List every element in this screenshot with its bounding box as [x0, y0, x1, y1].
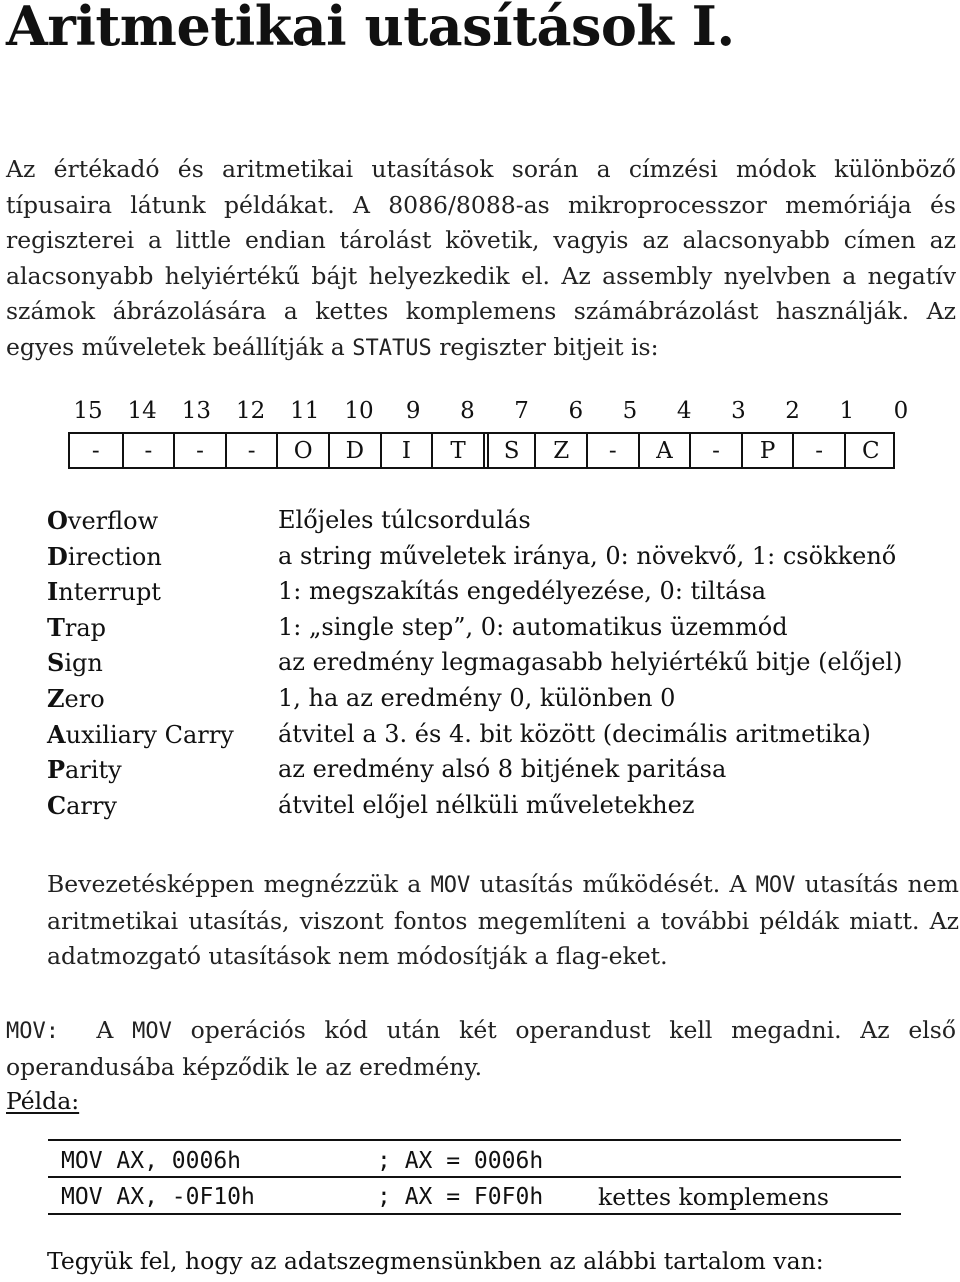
flag-description: a string műveletek iránya, 0: növekvő, 1: csökkenő — [278, 541, 897, 570]
closing-sentence: Tegyük fel, hogy az adatszegmensünkben az alábbi tartalom van: — [47, 1247, 824, 1275]
bit-number: 9 — [405, 398, 421, 424]
mov-definition-text-2: operációs kód után két operandust kell megadni. Az első operandusába képződik le az eredmény. — [6, 1016, 956, 1081]
flag-name — [47, 648, 277, 677]
bit-cell: P — [741, 434, 793, 467]
flag-initial: T — [47, 612, 65, 642]
mov-intro-text-1: Bevezetésképpen megnézzük a — [47, 870, 422, 898]
bit-number: 11 — [290, 398, 320, 424]
flag-name — [47, 613, 277, 642]
flag-description: átvitel előjel nélküli műveletekhez — [278, 790, 695, 819]
bit-cell: - — [173, 434, 225, 467]
table-top-rule — [48, 1139, 901, 1141]
bit-number: 15 — [73, 398, 103, 424]
bit-cell: D — [328, 434, 380, 467]
flag-initial: P — [47, 755, 66, 785]
flag-initial: O — [47, 506, 68, 535]
bit-cell: I — [380, 434, 432, 467]
example-comment: ; AX = 0006h — [377, 1148, 544, 1174]
example-comment: ; AX = F0F0h — [377, 1184, 544, 1210]
flag-initial: I — [47, 577, 59, 607]
mov-definition — [6, 1013, 956, 1085]
bit-cell: C — [844, 434, 896, 467]
example-note: kettes komplemens — [598, 1183, 829, 1211]
flag-initial: Z — [47, 684, 65, 713]
example-code: MOV AX, 0006h — [61, 1148, 242, 1174]
intro-text: Az értékadó és aritmetikai utasítások során a címzési módok különböző típusaira látunk példákat. A 8086/8088-as mikroprocesszor memóriája és regiszterei a little endian tárolást követik, vagyis az alacsonyabb címen az alacsonyabb helyiértékű bájt helyezkedik el. Az assembly nyelvben a negatív számok ábrázolására a kettes komplemens számábrázolást használják. Az egyes műveletek beállítják a — [6, 155, 956, 361]
mov-definition-label: MOV: — [6, 1019, 59, 1044]
bit-cell: - — [586, 434, 638, 467]
flag-name-rest: ero — [64, 685, 105, 713]
flag-name-rest: rap — [64, 613, 107, 642]
intro-paragraph — [6, 152, 956, 366]
flag-name-rest: ign — [64, 649, 103, 678]
bit-number: 4 — [676, 398, 692, 424]
mov-intro-text-2: utasítás működését. A — [479, 870, 747, 898]
flag-name — [47, 755, 277, 784]
flag-name — [47, 791, 277, 820]
flag-initial: S — [47, 648, 65, 678]
table-middle-rule — [48, 1176, 901, 1178]
mov-definition-code: MOV — [132, 1019, 172, 1044]
mov-intro-text-3: utasítás nem aritmetikai utasítás, viszont fontos megemlíteni a további példák miatt. Az adatmozgató utasítások nem módosítják a flag-eket. — [47, 870, 959, 970]
bit-cell: - — [689, 434, 741, 467]
flag-initial: D — [47, 541, 68, 571]
flag-name-rest: arry — [66, 791, 117, 820]
bit-number: 2 — [785, 398, 800, 424]
flag-description: 1, ha az eredmény 0, különben 0 — [278, 684, 676, 712]
example-code: MOV AX, -0F10h — [61, 1184, 255, 1210]
bit-number: 1 — [839, 398, 855, 424]
bit-number: 14 — [127, 398, 157, 424]
bit-number: 12 — [235, 398, 266, 424]
bit-number: 0 — [893, 398, 909, 424]
bit-cell: - — [91, 438, 100, 464]
status-register-table — [68, 432, 895, 469]
page-title: Aritmetikai utasítások I. — [6, 0, 735, 58]
flag-name-rest: nterrupt — [58, 578, 161, 607]
flag-name — [47, 506, 277, 535]
flag-description: az eredmény alsó 8 bitjének paritása — [278, 755, 727, 784]
bit-cell: O — [276, 434, 328, 467]
flag-name — [47, 720, 277, 749]
bit-cell: - — [225, 434, 277, 467]
flag-initial: C — [47, 790, 67, 820]
flag-description: az eredmény legmagasabb helyiértékű bitje (előjel) — [278, 648, 903, 677]
flag-name — [47, 542, 277, 571]
flag-initial: A — [47, 719, 66, 749]
bit-cell: A — [638, 434, 690, 467]
bit-number: 6 — [568, 398, 584, 424]
flag-name-rest: arity — [65, 756, 122, 785]
flag-name-rest: irection — [67, 542, 162, 571]
example-label: Példa: — [6, 1087, 80, 1115]
mov-intro-paragraph — [47, 867, 959, 975]
bit-number: 10 — [344, 398, 374, 424]
mov-definition-text-1: A — [96, 1016, 114, 1044]
bit-number: 3 — [731, 398, 746, 424]
flag-name — [47, 684, 277, 713]
flag-name — [47, 577, 277, 606]
bit-number: 5 — [622, 398, 638, 424]
table-bottom-rule — [48, 1213, 901, 1215]
mov-code-1: MOV — [430, 873, 471, 898]
flag-description: átvitel a 3. és 4. bit között (decimális aritmetika) — [278, 719, 871, 748]
mov-code-2: MOV — [755, 873, 796, 898]
bit-number-row — [68, 398, 909, 432]
status-code: STATUS — [352, 335, 432, 361]
flag-description: 1: megszakítás engedélyezése, 0: tiltása — [278, 577, 767, 606]
bit-cell: Z — [534, 434, 586, 467]
flag-description: Előjeles túlcsordulás — [278, 506, 531, 534]
bit-number: 8 — [460, 398, 475, 424]
bit-number: 13 — [181, 398, 212, 424]
flag-description: 1: „single step”, 0: automatikus üzemmód — [278, 612, 788, 641]
intro-text-end: regiszter bitjeit is: — [439, 332, 659, 361]
flag-name-rest: uxiliary Carry — [65, 720, 234, 749]
bit-cell: - — [792, 434, 844, 467]
bit-cell: - — [122, 434, 174, 467]
flag-name-rest: verflow — [67, 507, 159, 535]
bit-number: 7 — [514, 398, 529, 424]
bit-cell: S — [483, 434, 535, 467]
bit-cell: T — [431, 434, 483, 467]
